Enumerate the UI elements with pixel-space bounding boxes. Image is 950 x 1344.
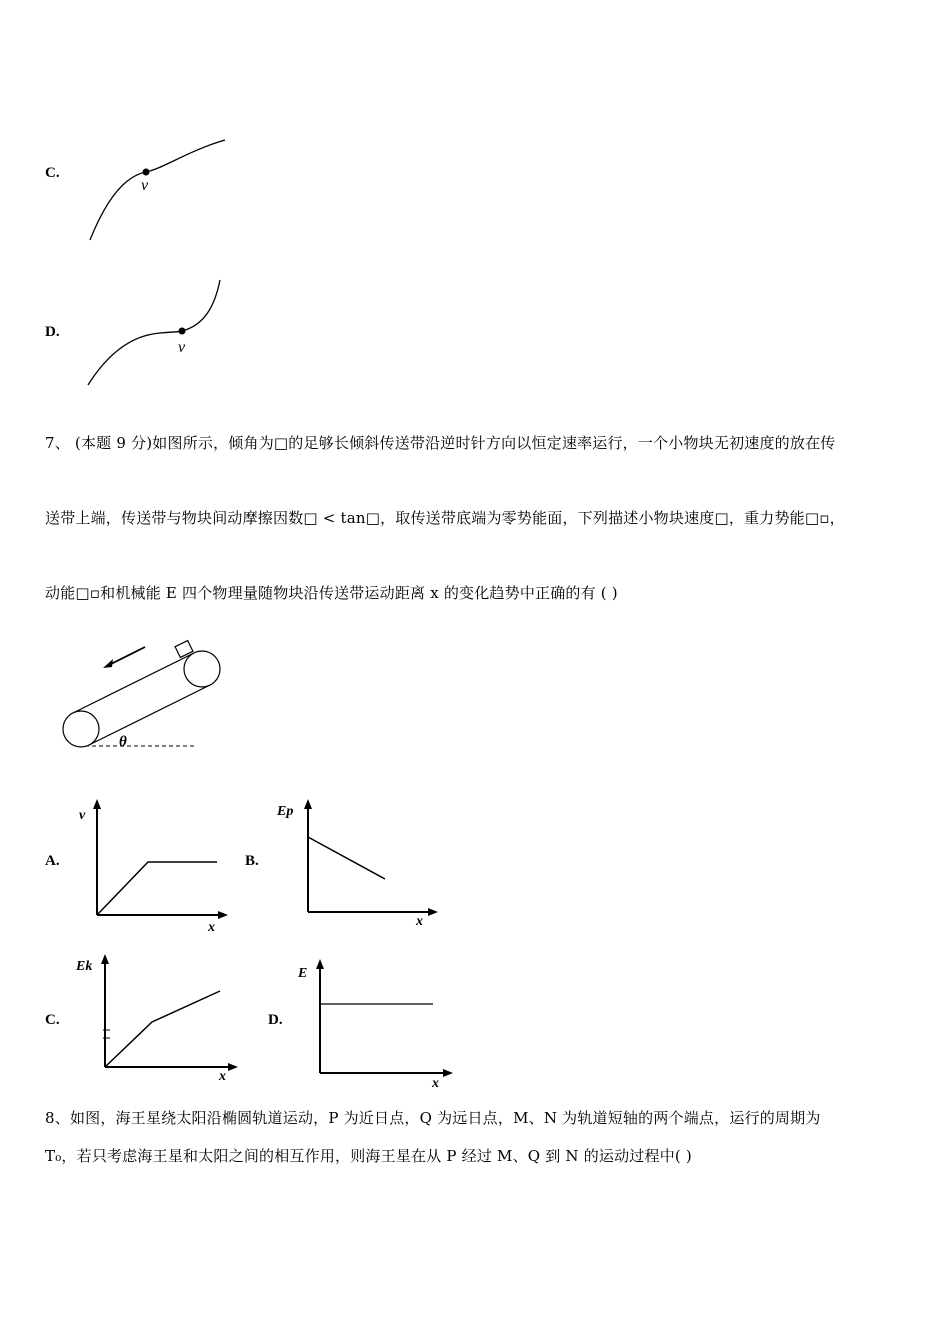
x-axis-label: x bbox=[416, 914, 423, 929]
top-roller bbox=[184, 651, 220, 687]
graph-b-label: B. bbox=[245, 853, 259, 869]
x-axis-label: x bbox=[219, 1069, 226, 1084]
belt-top bbox=[73, 653, 194, 713]
graph-a bbox=[75, 795, 235, 935]
option-d-curve-figure bbox=[80, 270, 240, 395]
angle-label: θ bbox=[119, 734, 127, 750]
graph-b bbox=[275, 795, 445, 935]
trajectory-curve bbox=[90, 140, 225, 240]
graph-d bbox=[295, 955, 465, 1090]
y-axis-label: Ep bbox=[277, 804, 294, 819]
option-c-label: C. bbox=[45, 165, 60, 181]
y-axis-label: E bbox=[298, 966, 308, 981]
bottom-roller bbox=[63, 711, 99, 747]
velocity-label: v bbox=[141, 177, 149, 194]
option-c-curve-figure bbox=[80, 130, 240, 250]
graph-line bbox=[105, 991, 220, 1067]
velocity-label: v bbox=[178, 339, 186, 356]
graph-a-label: A. bbox=[45, 853, 60, 869]
x-axis-label: x bbox=[432, 1076, 439, 1090]
belt-bottom bbox=[89, 685, 210, 745]
y-axis-label: Ek bbox=[76, 959, 93, 974]
graph-line bbox=[308, 837, 385, 879]
question7-line2: 送带上端，传送带与物块间动摩擦因数□ < tan□，取传送带底端为零势能面，下列描述小物块速度□，重力势能□▫， bbox=[45, 509, 845, 527]
y-arrow-icon bbox=[304, 799, 312, 809]
x-arrow-icon bbox=[228, 1063, 238, 1071]
question8-line1: 8、如图，海王星绕太阳沿椭圆轨道运动，P 为近日点，Q 为远日点，M、N 为轨道短轴的两个端点，运行的周期为 bbox=[45, 1109, 821, 1127]
question8-line2: T₀，若只考虑海王星和太阳之间的相互作用，则海王星在从 P 经过 M、Q 到 N 的运动过程中( ) bbox=[45, 1147, 692, 1165]
x-arrow-icon bbox=[428, 908, 438, 916]
x-arrow-icon bbox=[443, 1069, 453, 1077]
arrow-head-icon bbox=[103, 659, 113, 668]
y-arrow-icon bbox=[316, 959, 324, 969]
x-axis-label: x bbox=[208, 920, 215, 935]
graph-c-label: C. bbox=[45, 1012, 60, 1028]
point-dot bbox=[143, 169, 150, 176]
y-arrow-icon bbox=[101, 954, 109, 964]
conveyor-belt-figure bbox=[55, 635, 235, 760]
graph-d-label: D. bbox=[268, 1012, 283, 1028]
trajectory-curve bbox=[88, 280, 220, 385]
graph-c bbox=[70, 950, 245, 1085]
x-arrow-icon bbox=[218, 911, 228, 919]
question7-line3: 动能□▫和机械能 E 四个物理量随物块沿传送带运动距离 x 的变化趋势中正确的有 ( ) bbox=[45, 584, 618, 602]
direction-arrow bbox=[107, 647, 145, 666]
question7-line1: 7、 (本题 9 分)如图所示，倾角为□的足够长倾斜传送带沿逆时针方向以恒定速率运行，一个小物块无初速度的放在传 bbox=[45, 434, 836, 452]
point-dot bbox=[179, 328, 186, 335]
option-d-label: D. bbox=[45, 324, 60, 340]
y-arrow-icon bbox=[93, 799, 101, 809]
graph-line bbox=[97, 862, 217, 915]
y-axis-label: v bbox=[79, 808, 86, 823]
